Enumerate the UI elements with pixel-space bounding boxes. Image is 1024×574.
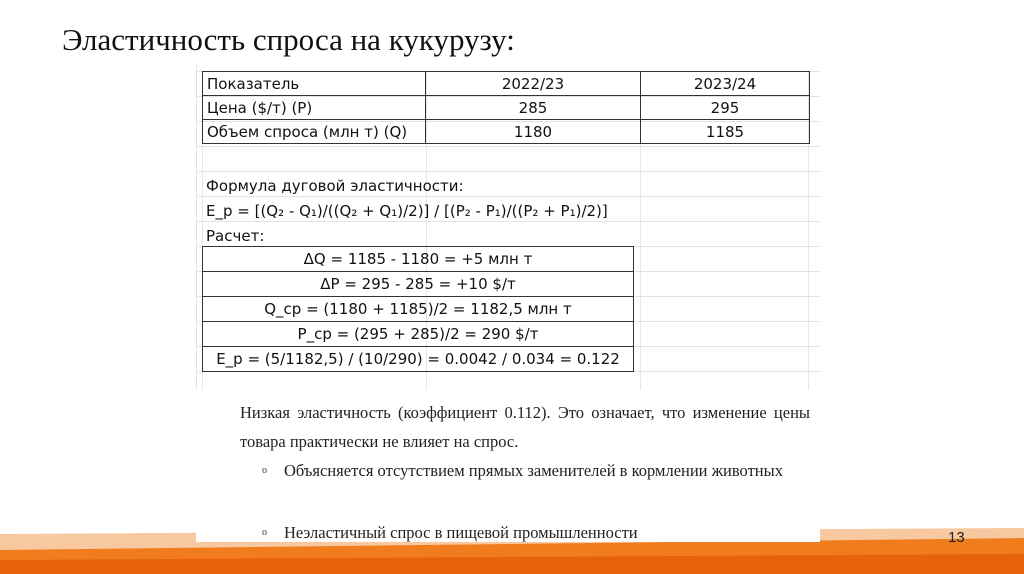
bullet-item: [262, 518, 810, 547]
bullet-marker: o: [262, 465, 267, 476]
table-header-row: [203, 72, 810, 96]
calculation-row: [203, 247, 634, 272]
calculation-step: ΔQ = 1185 - 1180 = +5 млн т: [203, 247, 634, 272]
calculation-heading: Расчет:: [206, 227, 265, 245]
bullet-marker: o: [262, 527, 267, 538]
table-cell: Цена ($/т) (P): [203, 96, 426, 120]
bullet-text: Неэластичный спрос в пищевой промышленности: [284, 523, 638, 542]
table-header-cell: Показатель: [203, 72, 426, 96]
table-row: [203, 120, 810, 144]
calculation-step: E_p = (5/1182,5) / (10/290) = 0.0042 / 0.034 = 0.122: [203, 347, 634, 372]
calculation-table: [202, 246, 634, 372]
table-cell: 1180: [426, 120, 641, 144]
table-header-cell: 2022/23: [426, 72, 641, 96]
calculation-row: [203, 347, 634, 372]
table-row: [203, 96, 810, 120]
bullet-item: [262, 456, 810, 485]
calculation-row: [203, 272, 634, 297]
calculation-step: Q_cp = (1180 + 1185)/2 = 1182,5 млн т: [203, 297, 634, 322]
calculation-step: P_cp = (295 + 285)/2 = 290 $/т: [203, 322, 634, 347]
table-cell: 1185: [641, 120, 810, 144]
table-cell: 295: [641, 96, 810, 120]
table-cell: Объем спроса (млн т) (Q): [203, 120, 426, 144]
table-header-cell: 2023/24: [641, 72, 810, 96]
bullet-text: Объясняется отсутствием прямых заменителей в кормлении животных: [284, 461, 783, 480]
calculation-row: [203, 297, 634, 322]
slide-title: Эластичность спроса на кукурузу:: [62, 22, 515, 57]
notes-block: [196, 390, 820, 542]
formula-expression: E_p = [(Q₂ - Q₁)/((Q₂ + Q₁)/2)] / [(P₂ - P₁)/((P₂ + P₁)/2)]: [206, 202, 608, 220]
page-number: 13: [948, 529, 965, 546]
formula-heading: Формула дуговой эластичности:: [206, 177, 464, 195]
calculation-row: [203, 322, 634, 347]
notes-paragraph: Низкая эластичность (коэффициент 0.112). Это означает, что изменение цены товара практически не влияет на спрос.: [240, 403, 810, 451]
table-cell: 285: [426, 96, 641, 120]
data-table: [202, 71, 810, 144]
calculation-step: ΔP = 295 - 285 = +10 $/т: [203, 272, 634, 297]
